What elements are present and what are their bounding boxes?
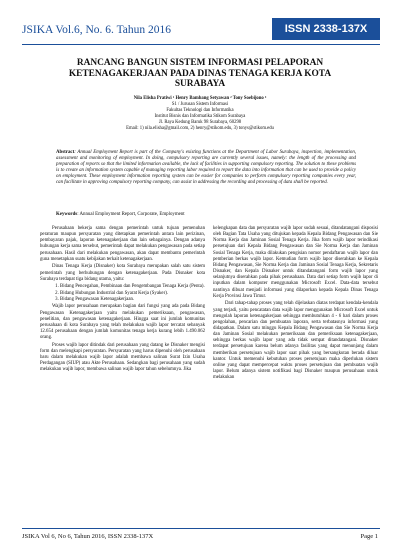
- right-column: [213, 226, 378, 383]
- left-column: [40, 226, 205, 375]
- division-list: [52, 284, 205, 302]
- keywords-label: Keywords: [56, 212, 78, 217]
- paper-title: RANCANG BANGUN SISTEM INFORMASI PELAPORAN KETENAGAKERJAAN PADA DINAS TENAGA KERJA KOTA SURABAYA: [68, 58, 332, 89]
- body-paragraph: kelengkapan data dan persyaratan wajib lapor sudah sesuai, ditandatangani disposisi oleh Bagian Tata Usaha yang ditujukan kepada Kepala Bidang Pengawasan dan Sie Norma Kerja dan Jaminan Sosial Tenaga Kerja. Jika form wajib lapor terindikasi persetujuan dari Kepala Bidang Pengawasan dan Sie Norma Kerja dan Jaminan Sosial Tenaga Kerja, maka dilakukan pengisian nomor pendaftaran wajib lapor dan pemberian berkas wajib lapor. Kemudian form wajib lapor diserahkan ke Kepala Bidang Pengawasan, Sie Norma Kerja dan Jaminan Sosial Tenaga Kerja, Sekretaris Disnaker, dan Kepala Disnaker untuk ditandatangani form wajib lapor yang selanjutnya diserahkan pada pihak perusahaan. Data dari setiap form wajib lapor di inputkan dalam komputer menggunakan Microsoft Excel. Data-data tersebut nantinya dibuat menjadi informasi yang dilaporkan kepada Kepala Dinas Tenaga Kerja Provinsi Jawa Timur.: [213, 226, 378, 299]
- author-block: [40, 96, 360, 132]
- footer-citation: JSIKA Vol 6, No 6, Tahun 2016, ISSN 2338-137X: [22, 533, 154, 540]
- journal-name: JSIKA Vol.6, No. 6. Tahun 2016: [22, 24, 172, 36]
- email-line: Email: 1) nila.elisha@gmail.com, 2) henry@stikom.edu, 3) tonys@stikom.edu: [126, 126, 274, 131]
- affiliation-line: S1 / Jurusan Sistem Informasi: [171, 102, 229, 107]
- affiliation-line: Jl. Raya Kedung Baruk 98 Surabaya, 60298: [158, 120, 242, 125]
- list-item: 2. Bidang Hubungan Industrial dan Syarat Kerja (Syaker).: [60, 291, 205, 297]
- body-paragraph: Wajib lapor perusahaan merupakan bagian dari fungsi yang ada pada Bidang Pengawasan Ketenagakerjaan yaitu melakukan pemeriksaan, pengawasan, penelitian, dan pengawasan ketenagakerjaan. Hingga saat ini jumlah komunitas perusahaan di kota Surabaya yang telah melakukan wajib lapor tercatat sebanyak 12.654 perusahaan dengan jumlah komunitas tenaga kerja kurang lebih 1.490.062 orang.: [40, 304, 205, 341]
- affiliation-line: Institut Bisnis dan Informatika Stikom Surabaya: [154, 114, 246, 119]
- body-paragraph: Dari tahap-tahap proses yang telah dijelaskan diatas terdapat kendala-kendala yang terjadi, yaitu pencatatan data wajib lapor menggunakan Microsoft Excel untuk mengolah laporan ketenagakerjaan sehingga membutuhkan 4 - 6 hari dalam proses pengolahan, pencarian dan pembuatan laporan, serta terbatasnya informasi yang didapatkan. Dalam satu minggu Kepala Bidang Pengawasan dan Sie Norma Kerja dan Jaminan Sosial melakukan pemeriksaan dan pemeriksaan ketenagakerjaan, sehingga berkas wajib lapor yang ada tidak sempat ditandatangani. Disnaker terdapat persetujuan karena belum adanya fasilitas yang dapat menunjang dalam memberikan persetujuan wajib lapor saat pihak yang bersangkutan berada diluar kantor. Untuk memenuhi kebutuhan proses persetujuan maka diperlukan sistem online yang dapat mempercepat waktu proses persetujuan dan pembuatan wajib lapor. Belum adanya sistem notifikasi bagi Disnaker maupun perusahaan untuk melakukan: [213, 301, 378, 381]
- keywords: [56, 212, 356, 218]
- abstract-text: : Annual Employment Report is part of the Company's existing functions at the Department of Labor Surabaya, inspection, implementation, assessment and monitoring of employment. In doing, compulsory reporting are currently several issues, namely: the length of the processing and preparation of reports so that the limited information available, the lack of facilities in supporting compulsory reporting. The solution to these problems is to create an information system capable of managing reporting labor required to report the data into information that can be used to provide a policy on employment. These employment information reporting system can be easier for companies to perform compulsory reporting companies every year, can facilitate in approving compulsory reporting company, can assist in addressing the recording and processing of data shall be reported.: [56, 150, 356, 185]
- issn-badge: ISSN 2338-137X: [272, 18, 380, 40]
- journal-header: [22, 14, 380, 44]
- header-rule: [22, 44, 380, 45]
- body-paragraph: Perusahaan bekerja sama dengan pemerintah untuk tujuan pemenuhan peraturan maupun persyaratan yang ditetapkan pemerintah antara lain perizinan, pembayaran pajak, laporan ketenagakerjaan dan lain sebagainya. Dengan adanya hubungan kerja sama tersebut, pemerintah dapat melakukan pengawasan pada setiap perusahaan. Hasil dari melakukan pengawasan, akan dapat membantu pemerintah guna menetapkan suatu kebijakan terkait ketenagakerjaan.: [40, 226, 205, 262]
- author-names: Nila Elisha Pratiwi ¹ Henry Bambang Setyawan ² Tony Soebijono ³: [133, 96, 267, 101]
- abstract: [56, 150, 356, 186]
- affiliation-line: Fakultas Teknologi dan Informatika: [166, 108, 234, 113]
- keywords-text: : Annual Employment Report, Corporate, Employment: [77, 212, 185, 217]
- body-paragraph: Proses wajib lapor ditindak dari perusahaan yang datang ke Disnaker mengisi form dan melengkapi persyaratan. Persyaratan yang harus dipenuhi oleh perusahaan baru dalam melakukan wajib lapor adalah membawa salinan Surat Izin Usaha Perdagangan (SIUP) atau Akte Perusahaan. Sedangkan bagi perusahaan yang sudah melakukan wajib lapor, membawa salinan wajib lapor tahun sebelumnya. Jika: [40, 342, 205, 373]
- body-paragraph: Dinas Tenaga Kerja (Disnaker) kota Surabaya merupakan salah satu sistem pemerintah yang berhubungan dengan ketenagakerjaan. Pada Disnaker kota Surabaya terdapat tiga bidang utama, yaitu:: [40, 264, 205, 282]
- page-number: Page 1: [360, 533, 378, 540]
- list-item: 3. Bidang Pengawasan Ketenagakerjaan.: [60, 297, 205, 303]
- footer-rule: [22, 528, 380, 529]
- abstract-label: Abstract: [56, 150, 75, 155]
- list-item: 1. Bidang Pencegahan, Pembinaan dan Pengembangan Tenaga Kerja (Penta).: [60, 284, 205, 290]
